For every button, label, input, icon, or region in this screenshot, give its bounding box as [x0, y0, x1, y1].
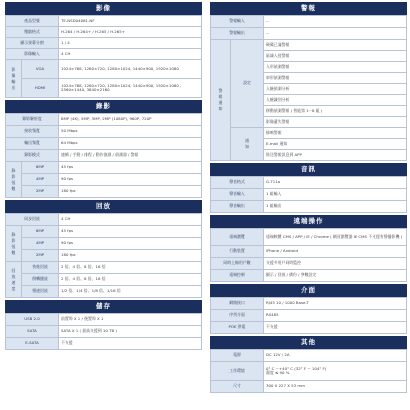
spec-label: 8MP: [22, 162, 59, 174]
alarm-spec-table: [210, 15, 407, 161]
spec-label: 4MP: [22, 238, 59, 250]
spec-label: 快進回放: [22, 262, 59, 274]
spec-value: 64 Mbps: [59, 138, 202, 150]
spec-label: 電源: [211, 350, 264, 362]
section-header-video: 影像: [5, 2, 202, 15]
spec-label: 接收頻寬: [6, 126, 59, 138]
section-header-audio: 音訊: [210, 163, 407, 176]
spec-label: 慢速回放: [22, 286, 59, 298]
left-column: [5, 0, 202, 350]
spec-label: 壓縮格式: [6, 27, 59, 38]
spec-label: 工作環境: [211, 362, 264, 381]
alarm-setting-item: 影像遺失警報: [264, 117, 407, 128]
storage-spec-table: [5, 313, 202, 350]
interface-spec-table: [210, 297, 407, 334]
section-header-interface: 介面: [210, 284, 407, 297]
spec-label: 倒轉播放: [22, 274, 59, 286]
spec-value: SATA X 1 ( 最高支援到 10 TB ): [59, 326, 202, 338]
alarm-setting-item: 區域入侵警報: [264, 51, 407, 62]
spec-label: 影像輸入: [6, 49, 59, 60]
alarm-notify-item: E-mail 通知: [264, 139, 407, 150]
spec-label: 錄影模式: [6, 150, 59, 162]
spec-value: iPhone / Android: [264, 246, 407, 258]
spec-value: 不支援: [264, 322, 407, 334]
spec-value: 50 Mbps: [59, 126, 202, 138]
spec-label: 聲音輸入: [211, 189, 264, 201]
playback-spec-table: [5, 213, 202, 298]
spec-label: E-SATA: [6, 338, 59, 350]
spec-value: 2 倍、4 倍、8 倍、16 倍: [59, 274, 202, 286]
alarm-setting-item: 人臉偵測分析: [264, 84, 407, 95]
spec-value: 遠端軟體 CMS / APP / IE / Chrome ( 網頁瀏覽器 IE CMS 不支援有聲播影機 ): [264, 229, 407, 246]
spec-label: HDMI: [22, 79, 59, 98]
spec-value: DC 12V / 2A: [264, 350, 407, 362]
video-spec-table: [5, 15, 202, 98]
spec-label: 遠端瀏覽: [211, 229, 264, 246]
spec-value: H.264 / H.264+ / H.265 / H.265+: [59, 27, 202, 38]
env-humidity: 濕度 ≤ 90 %: [266, 370, 290, 375]
alarm-setting-label: 設定: [231, 40, 264, 128]
spec-label: 聲音輸出: [211, 201, 264, 213]
group-label-alarm-notify: 警 報 通 知: [211, 40, 231, 161]
alarm-setting-item: 移動偵測警報 ( 智能第 1~8 組 ): [264, 106, 407, 117]
spec-label: SATA: [6, 326, 59, 338]
other-spec-table: [210, 349, 407, 393]
remote-spec-table: [210, 228, 407, 282]
section-header-remote: 遠端操作: [210, 215, 407, 228]
spec-value-environment: [264, 362, 407, 381]
section-header-storage: 儲存: [5, 300, 202, 313]
spec-value: 顯示 / 回放 / 備份 / 參數設定: [264, 270, 407, 282]
spec-value: 1024×768, 1280×720, 1280×1024, 1440×900, 1920×1080 , 2560×1440, 3840×2160: [59, 79, 202, 98]
spec-value: 4 CH: [59, 214, 202, 226]
group-label-playback-fps: 錄 影 張 數: [6, 226, 22, 262]
spec-label: POE 供電: [211, 322, 264, 334]
spec-value: 45 fps: [59, 162, 202, 174]
spec-value: 1 組輸入: [264, 189, 407, 201]
alarm-notify-item: 推送警報訊息到 APP: [264, 150, 407, 161]
alarm-setting-item: 人形偵測警報: [264, 62, 407, 73]
spec-value: 8MP (4K), 5MP, 3MP, 2MP (1080P), 960P, 720P: [59, 114, 202, 126]
spec-label: 警報輸入: [211, 16, 264, 28]
spec-label: 同步回放: [6, 214, 59, 226]
right-column: [210, 0, 407, 393]
spec-label: 網路接口: [211, 298, 264, 310]
spec-label: 同時上線用戶數: [211, 258, 264, 270]
spec-value: 180 fps: [59, 186, 202, 198]
spec-label: 錄影解析度: [6, 114, 59, 126]
record-spec-table: [5, 113, 202, 198]
spec-value: 不支援: [59, 338, 202, 350]
section-header-alarm: 警報: [210, 2, 407, 15]
section-header-other: 其他: [210, 336, 407, 349]
spec-value: RJ45 10 / 1000 Base-T: [264, 298, 407, 310]
env-temperature: 0° C ~+40° C (32° F ~ 104° F): [266, 365, 327, 371]
spec-value: 連續 / 手動 / 排程 / 動作偵測 / 偵測器 / 警報: [59, 150, 202, 162]
spec-value: 1/2 倍、1/4 倍、1/8 倍、1/16 倍: [59, 286, 202, 298]
group-label-playback-speed: 回 放 速 度: [6, 262, 22, 298]
spec-label: 警報輸出: [211, 28, 264, 40]
group-label-record-fps: 錄 影 張 數: [6, 162, 22, 198]
spec-value: G.711a: [264, 177, 407, 189]
section-header-playback: 回放: [5, 200, 202, 213]
group-label-video-output: 影 像 輸 出: [6, 60, 22, 98]
spec-value: 1 / 4: [59, 38, 202, 49]
audio-spec-table: [210, 176, 407, 213]
spec-value: 2 倍、4 倍、8 倍、16 倍: [59, 262, 202, 274]
spec-label: 尺寸: [211, 381, 264, 393]
spec-value: TE-NSD04081-NF: [59, 16, 202, 27]
spec-label: 行動裝置: [211, 246, 264, 258]
spec-label: 聲音格式: [211, 177, 264, 189]
spec-label: 序列介面: [211, 310, 264, 322]
alarm-setting-item: 硬碟已滿警報: [264, 40, 407, 51]
spec-value: 支援多用戶同時監控: [264, 258, 407, 270]
spec-value: 90 fps: [59, 238, 202, 250]
section-header-record: 錄影: [5, 100, 202, 113]
spec-value: --: [264, 16, 407, 28]
alarm-setting-item: 車形偵測警報: [264, 73, 407, 84]
spec-value: 45 fps: [59, 226, 202, 238]
spec-value: 90 fps: [59, 174, 202, 186]
spec-label: USB 2.0: [6, 314, 59, 326]
alarm-notify-label: 通 知: [231, 128, 264, 161]
spec-label: 8MP: [22, 226, 59, 238]
spec-value: 1024×768, 1280×720, 1280×1024, 1440×900, 1920×1080: [59, 60, 202, 79]
alarm-setting-item: 人臉識別分析: [264, 95, 407, 106]
spec-value: 300 X 227 X 53 mm: [264, 381, 407, 393]
spec-label: 2MP: [22, 250, 59, 262]
spec-label: 4MP: [22, 174, 59, 186]
spec-value: 前置埠 X 1 / 後置埠 X 1: [59, 314, 202, 326]
spec-value: RS485: [264, 310, 407, 322]
spec-label: 2MP: [22, 186, 59, 198]
spec-label: 輸出頻寬: [6, 138, 59, 150]
spec-value: 4 CH: [59, 49, 202, 60]
spec-value: 1 組輸出: [264, 201, 407, 213]
spec-label: 產品型號: [6, 16, 59, 27]
alarm-notify-item: 蜂鳴警報: [264, 128, 407, 139]
spec-label: 遠端控制: [211, 270, 264, 282]
spec-value: 180 fps: [59, 250, 202, 262]
spec-label: 顯示螢幕分割: [6, 38, 59, 49]
spec-value: --: [264, 28, 407, 40]
spec-label: VGA: [22, 60, 59, 79]
